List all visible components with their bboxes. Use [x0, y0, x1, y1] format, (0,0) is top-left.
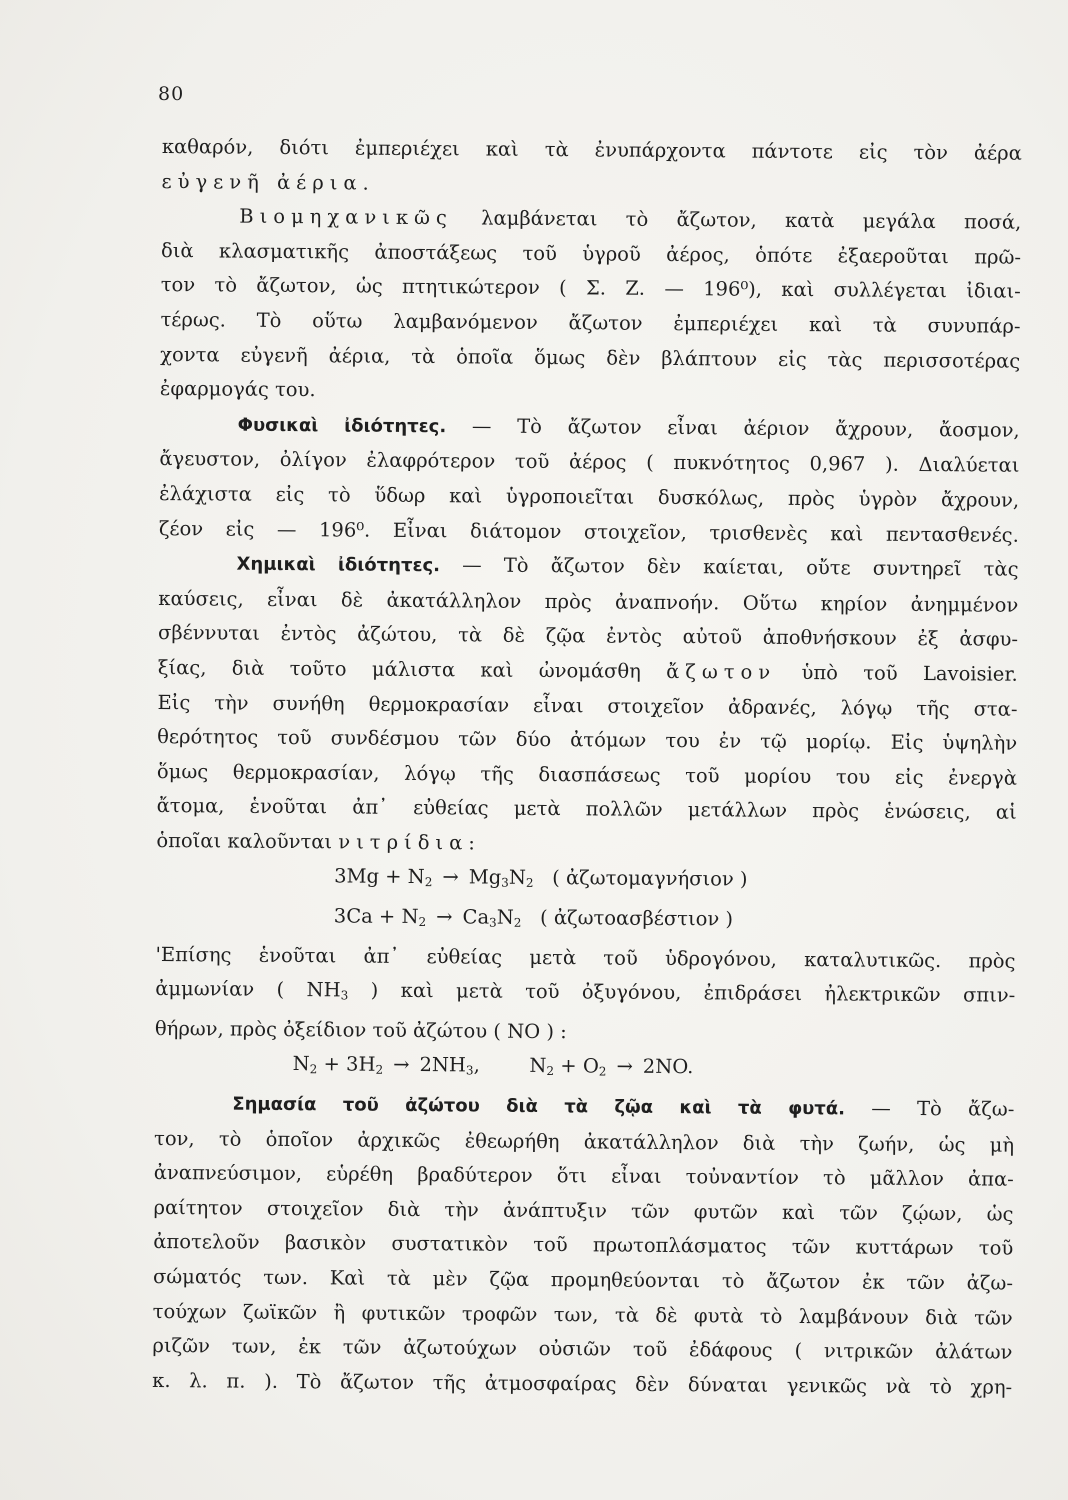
line-rest: — Τὸ ἄζωτον δὲν καίεται, οὔτε συντηρεῖ τὰς: [439, 553, 1019, 581]
formula-part: N: [508, 866, 527, 890]
reaction-arrow: →: [442, 865, 459, 889]
text-line: [155, 972, 1015, 1018]
formula-part: N: [529, 1054, 547, 1078]
formula-part: + O: [554, 1054, 599, 1078]
subscript: 3: [465, 1063, 474, 1078]
text-line: ἐφαρμογάς του.: [159, 377, 316, 402]
subscript: 2: [424, 875, 433, 890]
chemical-equation-magnesium: [156, 858, 1016, 904]
formula-part: ,: [473, 1053, 480, 1077]
reaction-arrow: →: [616, 1055, 633, 1079]
subscript: 2: [418, 915, 427, 930]
subscript: 2: [513, 915, 522, 930]
text-line: τούχων ζωϊκῶν ἢ φυτικῶν τροφῶν των, τὰ δὲ φυτὰ τὸ λαμβάνουν διὰ τῶν: [152, 1299, 1013, 1330]
text-line: σώματός των. Καὶ τὰ μὲν ζῷα προμηθεύονται τὸ ἄζωτον ἐκ τῶν ἀζω-: [152, 1264, 1014, 1295]
line-part: ἀμμωνίαν ( NH: [155, 977, 341, 1002]
subscript: 2: [598, 1064, 607, 1079]
text-line: Εἰς τὴν συνήθη θερμοκρασίαν εἶναι στοιχεῖον ἀδρανές, λόγῳ τῆς στα-: [157, 690, 1018, 721]
text-line: τον, τὸ ὁποῖον ἀρχικῶς ἐθεωρήθη ἀκατάλληλον διὰ τὴν ζωήν, ὡς μὴ: [153, 1126, 1015, 1157]
formula-part: Mg: [468, 865, 502, 890]
text-line: ἀναπνεύσιμον, εὑρέθη βραδύτερον ὅτι εἶναι τοὐναντίον τὸ μᾶλλον ἀπα-: [153, 1161, 1014, 1191]
formula-part: 3Ca + N: [333, 904, 419, 929]
subscript: 2: [375, 1063, 384, 1078]
reaction-arrow: →: [393, 1053, 410, 1077]
text-line: ὅμως θερμοκρασίαν, λόγῳ τῆς διασπάσεως τοῦ μορίου του εἰς ἐνεργὰ: [156, 759, 1018, 790]
formula-part: N: [292, 1052, 310, 1076]
section-heading-chemical: Χημικαὶ ἰδιότητες.: [236, 553, 441, 577]
spaced-phrase: νιτρίδια:: [338, 830, 481, 855]
chemical-equation-calcium: [156, 898, 1016, 944]
line-rest: — Τὸ ἄζωτον εἶναι ἀέριον ἄχρουν, ἄοσμον,: [446, 413, 1020, 442]
chemical-equations-ammonia-no: [154, 1046, 1014, 1092]
text-line: χοντα εὐγενῆ ἀέρια, τὰ ὁποῖα ὅμως δὲν βλάπτουν εἰς τὰς περισσοτέρας: [160, 342, 1021, 373]
text-line: ἀποτελοῦν βασικὸν συστατικὸν τοῦ πρωτοπλάσματος τῶν κυττάρων τοῦ: [153, 1230, 1014, 1261]
spaced-phrase: εὐγενῆ ἀέρια.: [161, 169, 375, 195]
subscript: 3: [340, 988, 349, 1003]
line-part: ξίας, διὰ τοῦτο μάλιστα καὶ ὠνομάσθη: [157, 655, 641, 683]
text-line: κ. λ. π. ). Τὸ ἄζωτον τῆς ἀτμοσφαίρας δὲν δύναται γενικῶς νὰ τὸ χρη-: [152, 1368, 1013, 1399]
spaced-phrase: ἄζωτον: [666, 659, 777, 684]
subscript: 2: [546, 1064, 555, 1079]
text-line: θήρων, πρὸς ὀξείδιον τοῦ ἀζώτου ( NO ) :: [154, 1016, 567, 1044]
subscript: 3: [489, 915, 497, 930]
compound-name: ( ἀζωτομαγνήσιον ): [552, 866, 748, 892]
formula-part: 2NH: [419, 1053, 467, 1077]
formula-part: + 3H: [317, 1052, 376, 1077]
text-line: [156, 824, 1016, 865]
text-line: καύσεις, εἶναι δὲ ἀκατάλληλον πρὸς ἀναπνοήν. Οὕτω κηρίον ἀνημμένον: [158, 586, 1019, 617]
text-line: θερότητος τοῦ συνδέσμου τῶν δύο ἀτόμων του ἐν τῷ μορίῳ. Εἰς ὑψηλὴν: [157, 725, 1018, 755]
page-number: 80: [158, 83, 185, 105]
formula-part: 3Mg + N: [334, 864, 425, 889]
subscript: 2: [525, 876, 534, 891]
line-rest: — Τὸ ἄζω-: [844, 1096, 1015, 1121]
text-line: τέρως. Τὸ οὕτω λαμβανόμενον ἄζωτον ἐμπεριέχει καὶ τὰ συνυπάρ-: [160, 307, 1021, 338]
text-line: ἄγευστον, ὀλίγον ἐλαφρότερον τοῦ ἀέρος ( πυκνότητος 0,967 ). Διαλύεται: [159, 447, 1020, 478]
section-heading-physical: Φυσικαὶ ἰδιότητες.: [237, 414, 447, 437]
text-line: ἐλάχιστα εἰς τὸ ὕδωρ καὶ ὑγροποιεῖται δυσκόλως, πρὸς ὑγρὸν ἄχρουν,: [159, 481, 1020, 512]
line-part: ) καὶ μετὰ τοῦ ὀξυγόνου, ἐπιδράσει ἠλεκτρικῶν σπιν-: [348, 978, 1016, 1007]
text-line: τον τὸ ἄζωτον, ὡς πτητικώτερον ( Σ. Ζ. — 196⁰), καὶ συλλέγεται ἰδιαι-: [160, 273, 1021, 304]
text-line: καθαρόν, διότι ἐμπεριέχει καὶ τὰ ἐνυπάρχοντα πάντοτε εἰς τὸν ἀέρα: [161, 134, 1022, 165]
spaced-phrase: Βιομηχανικῶς: [239, 204, 453, 230]
reaction-arrow: →: [436, 905, 453, 929]
body-text: [152, 130, 1022, 1405]
formula-part: 2NO.: [642, 1055, 694, 1079]
text-line: ζέον εἰς — 196⁰. Εἶναι διάτομον στοιχεῖον, τρισθενὲς καὶ πεντασθενές.: [158, 516, 1019, 547]
line-rest: λαμβάνεται τὸ ἄζωτον, κατὰ μεγάλα ποσά,: [481, 206, 1022, 234]
text-line: ραίτητον στοιχεῖον διὰ τὴν ἀνάπτυξιν τῶν φυτῶν καὶ τῶν ζῴων, ὡς: [153, 1195, 1014, 1226]
section-heading-importance: Σημασία τοῦ ἀζώτου διὰ τὰ ζῷα καὶ τὰ φυτά.: [232, 1093, 846, 1120]
line-part: ὁποῖαι καλοῦνται: [156, 828, 333, 854]
formula-part: Ca: [462, 905, 490, 929]
subscript: 2: [309, 1062, 318, 1077]
compound-name: ( ἀζωτοασβέστιον ): [539, 906, 734, 931]
line-part: ὑπὸ τοῦ Lavoisier.: [801, 660, 1018, 686]
text-line: σβέννυται ἐντὸς ἀζώτου, τὰ δὲ ζῷα ἐντὸς αὐτοῦ ἀποθνήσκουν ἐξ ἀσφυ-: [157, 621, 1019, 652]
text-line: διὰ κλασματικῆς ἀποστάξεως τοῦ ὑγροῦ ἀέρος, ὁπότε ἐξαεροῦται πρῶ-: [160, 238, 1022, 269]
text-line: ἄτομα, ἑνοῦται ἀπ᾽ εὐθείας μετὰ πολλῶν μετάλλων πρὸς ἑνώσεις, αἱ: [156, 794, 1017, 825]
text-line: 'Επίσης ἑνοῦται ἀπ᾽ εὐθείας μετὰ τοῦ ὑδρογόνου, καταλυτικῶς. πρὸς: [155, 942, 1016, 973]
subscript: 3: [501, 876, 509, 891]
formula-part: N: [496, 905, 514, 929]
text-line: ριζῶν των, ἐκ τῶν ἀζωτούχων οὐσιῶν τοῦ ἐδάφους ( νιτρικῶν ἀλάτων: [152, 1334, 1013, 1364]
